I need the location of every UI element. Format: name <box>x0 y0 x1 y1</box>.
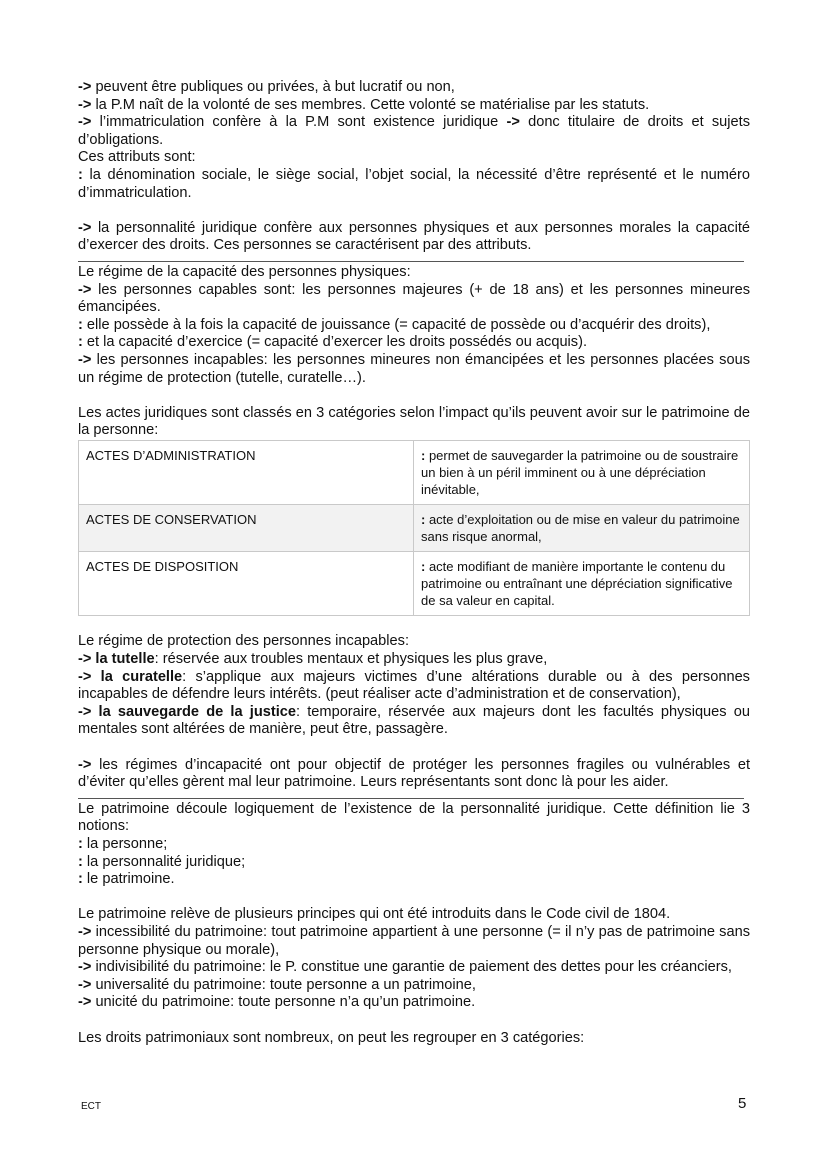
line: -> les personnes incapables: les personnes mineures non émancipées et les personnes placées sous un régime de protection (tutelle, curatelle…). <box>78 351 750 386</box>
page-number: 5 <box>738 1095 747 1112</box>
line: Le patrimoine relève de plusieurs principes qui ont été introduits dans le Code civil de 1804. <box>78 906 671 923</box>
line: -> incessibilité du patrimoine: tout patrimoine appartient à une personne (= il n’y pas de patrimoine sans personne physique ou morale), <box>78 923 750 958</box>
line: -> les personnes capables sont: les personnes majeures (+ de 18 ans) et les personnes mineures émancipées. <box>78 281 751 316</box>
line: : la personnalité juridique; <box>78 853 246 870</box>
line: -> la tutelle: réservée aux troubles mentaux et physiques les plus grave, <box>78 651 548 668</box>
table-cell: ACTES DE DISPOSITION <box>79 551 414 615</box>
table-row <box>79 551 750 615</box>
paragraph: -> la personnalité juridique confère aux personnes physiques et aux personnes morales la capacité d’exercer des droits. Ces personnes se caractérisent par des attributs. <box>78 219 751 254</box>
line: -> universalité du patrimoine: toute personne a un patrimoine, <box>78 976 476 993</box>
line: : la personne; <box>78 836 168 852</box>
line: -> unicité du patrimoine: toute personne n’a qu’un patrimoine. <box>78 994 476 1011</box>
line: Le patrimoine découle logiquement de l’existence de la personnalité juridique. Cette définition lie 3 notions: <box>78 800 750 835</box>
footer-label: ECT <box>81 1101 101 1112</box>
table-cell: : acte modifiant de manière importante le contenu du patrimoine ou entraînant une dépréciation significative de sa valeur en capital. <box>414 551 750 615</box>
divider <box>78 798 744 799</box>
line: -> la curatelle: s’applique aux majeurs victimes d’une altérations durable ou à des personnes incapables de défendre leurs intérêts. (peut réaliser acte d’administration et de conservation), <box>78 668 750 703</box>
line: -> peuvent être publiques ou privées, à but lucratif ou non, <box>78 79 455 95</box>
table-row <box>79 440 750 504</box>
divider <box>78 261 744 262</box>
page-body <box>78 79 750 1047</box>
line: : la dénomination sociale, le siège social, l’objet social, la nécessité d’être représenté et le numéro d’immatriculation. <box>78 166 750 201</box>
table-cell: ACTES D’ADMINISTRATION <box>79 440 414 504</box>
section-heading: Le régime de la capacité des personnes physiques: <box>78 263 411 280</box>
actes-table <box>78 440 750 616</box>
line: -> la sauvegarde de la justice: temporaire, réservée aux majeurs dont les facultés physiques ou mentales sont altérées de manière, peut être, passagère. <box>78 703 751 738</box>
line: -> indivisibilité du patrimoine: le P. constitue une garantie de paiement des dettes pour les créanciers, <box>78 959 732 976</box>
paragraph: -> les régimes d’incapacité ont pour objectif de protéger les personnes fragiles ou vulnérables et d’éviter qu’elles gèrent mal leur patrimoine. Leurs représentants sont donc là pour les aider. <box>78 756 751 791</box>
line: -> l’immatriculation confère à la P.M sont existence juridique -> donc titulaire de droits et sujets d’obligations. <box>78 114 751 148</box>
line: : elle possède à la fois la capacité de jouissance (= capacité de possède ou d’acquérir des droits), <box>78 316 711 333</box>
table-cell: : permet de sauvegarder la patrimoine ou de soustraire un bien à un péril imminent ou à une dépréciation inévitable, <box>414 440 750 504</box>
table-cell: ACTES DE CONSERVATION <box>79 504 414 551</box>
line: : le patrimoine. <box>78 871 175 888</box>
table-cell: : acte d’exploitation ou de mise en valeur du patrimoine sans risque anormal, <box>414 504 750 551</box>
table-row <box>79 504 750 551</box>
paragraph: Les actes juridiques sont classés en 3 catégories selon l’impact qu’ils peuvent avoir sur le patrimoine de la personne: <box>78 404 750 439</box>
line: Ces attributs sont: <box>78 149 196 166</box>
paragraph: Les droits patrimoniaux sont nombreux, on peut les regrouper en 3 catégories: <box>78 1029 585 1046</box>
line: -> la P.M naît de la volonté de ses membres. Cette volonté se matérialise par les statuts. <box>78 96 650 113</box>
section-heading: Le régime de protection des personnes incapables: <box>78 633 410 650</box>
line: : et la capacité d’exercice (= capacité d’exercer les droits possédés ou acquis). <box>78 334 588 351</box>
